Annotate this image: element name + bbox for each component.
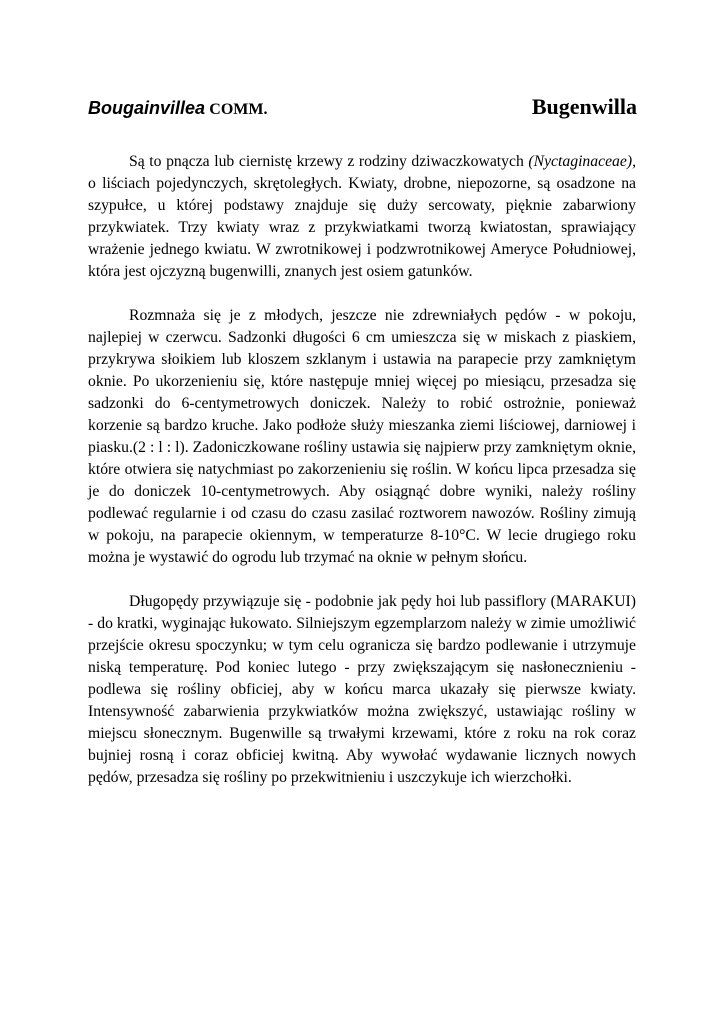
paragraph-care: Długopędy przywiązuje się - podobnie jak pędy hoi lub passiflory (MARAKUI) - do kratki, wyginając łukowato. Silniejszym egzemplarzom należy w zimie umożliwić przejście okresu spoczynku; w tym celu ogranicza się bardzo podlewanie i utrzymuje niską temperaturę. Pod koniec lutego - przy zwiększającym się nasłonecznieniu - podlewa się rośliny obficiej, aby w końcu marca ukazały się pierwsze kwiaty. Intensywność zabarwienia przykwiatków można zwiększyć, ustawiając rośliny w miejscu słonecznym. Bugenwille są trwałymi krzewami, które z roku na rok coraz bujniej rosną i coraz obficiej kwitną. Aby wywołać wydawanie licznych nowych pędów, przesadza się rośliny po przekwitnieniu i uszczykuje ich wierzchołki. [88, 593, 636, 786]
common-name: Bugenwilla [531, 94, 637, 119]
genus-name: Bougainvillea [88, 98, 206, 118]
paragraph-description-part2: o liściach pojedynczych, skrętoległych. Kwiaty, drobne, niepozorne, są osadzone na szypułce, u której podstawy znajduje się duży sercowaty, pięknie zabarwiony przykwiatek. Trzy kwiaty wraz z przykwiatkami tworzą kwiatostan, sprawiający wrażenie jednego kwiatu. W zwrotnikowej i podzwrotnikowej Ameryce Południowej, która jest ojczyzną bugenwilli, znanych jest osiem gatunków. [88, 175, 636, 280]
document-page [88, 94, 636, 789]
document-header [88, 94, 636, 124]
paragraph-propagation: Rozmnaża się je z młodych, jeszcze nie zdrewniałych pędów - w pokoju, najlepiej w czerwcu. Sadzonki długości 6 cm umieszcza się w miskach z piaskiem, przykrywa słoikiem lub kloszem szklanym i ustawia na parapecie przy zamkniętym oknie. Po ukorzenieniu się, które następuje mniej więcej po miesiącu, przesadza się sadzonki do 6-centymetrowych doniczek. Należy to robić ostrożnie, ponieważ korzenie są bardzo kruche. Jako podłoże służy mieszanka ziemi liściowej, darniowej i piasku.(2 : l : l). Zadoniczkowane rośliny ustawia się najpierw przy zamkniętym oknie, które otwiera się natychmiast po zakorzenieniu się roślin. W końcu lipca przesadza się je do doniczek 10-centymetrowych. Aby osiągnąć dobre wyniki, należy rośliny podlewać regularnie i od czasu do czasu zasilać roztworem nawozów. Rośliny zimują w pokoju, na parapecie okiennym, w temperaturze 8-10°C. W lecie drugiego roku można je wystawić do ogrodu lub trzymać na oknie w pełnym słońcu. [88, 307, 636, 566]
family-latin-name: (Nyctaginaceae), [528, 153, 636, 170]
paragraph-description-part1: Są to pnącza lub ciernistę krzewy z rodziny dziwaczkowatych [129, 153, 524, 170]
author-abbreviation: COMM. [209, 101, 268, 118]
scientific-name [88, 98, 267, 119]
document-body [88, 151, 636, 789]
paragraph-description [88, 151, 636, 283]
